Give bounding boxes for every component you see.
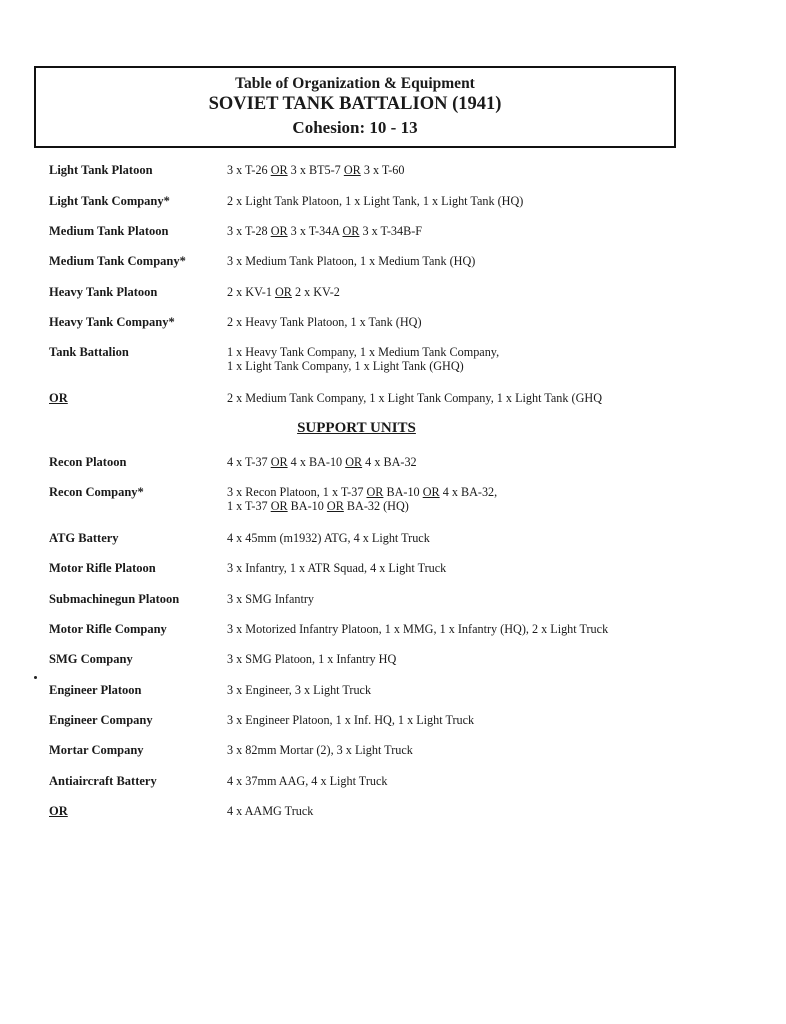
unit-composition <box>227 713 474 727</box>
composition-text: 3 x T-28 <box>227 224 271 238</box>
composition-text: 1 x Light Tank Company, 1 x Light Tank (GHQ) <box>227 359 464 373</box>
composition-text: 4 x T-37 <box>227 455 271 469</box>
composition-text: 2 x Medium Tank Company, 1 x Light Tank Company, 1 x Light Tank (GHQ <box>227 391 602 405</box>
unit-composition <box>227 622 608 636</box>
unit-composition <box>227 224 422 238</box>
composition-line <box>227 683 371 697</box>
or-keyword: OR <box>345 455 363 469</box>
composition-text: 2 x KV-1 <box>227 285 275 299</box>
or-keyword: OR <box>342 224 360 238</box>
unit-composition <box>227 485 497 513</box>
unit-name: Heavy Tank Platoon <box>49 285 158 299</box>
composition-text: 2 x Light Tank Platoon, 1 x Light Tank, 1 x Light Tank (HQ) <box>227 194 524 208</box>
composition-line <box>227 359 499 373</box>
composition-text: 3 x Infantry, 1 x ATR Squad, 4 x Light Truck <box>227 561 447 575</box>
composition-text: 4 x BA-10 <box>287 455 346 469</box>
or-keyword: OR <box>422 485 440 499</box>
composition-text: 3 x Motorized Infantry Platoon, 1 x MMG, 1 x Infantry (HQ), 2 x Light Truck <box>227 622 609 636</box>
header-cohesion: Cohesion: 10 - 13 <box>292 118 418 137</box>
unit-name: OR <box>49 391 68 405</box>
composition-line <box>227 592 314 606</box>
composition-text: 4 x AAMG Truck <box>227 804 314 818</box>
composition-text: 3 x SMG Platoon, 1 x Infantry HQ <box>227 652 397 666</box>
header-subtitle: Table of Organization & Equipment <box>235 75 475 92</box>
unit-name: ATG Battery <box>49 531 119 545</box>
composition-line <box>227 499 497 513</box>
unit-name: Antiaircraft Battery <box>49 774 157 788</box>
or-keyword: OR <box>274 285 292 299</box>
unit-name: Light Tank Company* <box>49 194 170 208</box>
composition-text: 3 x T-34A <box>287 224 343 238</box>
composition-text: 3 x Engineer, 3 x Light Truck <box>227 683 372 697</box>
composition-text: 1 x T-37 <box>227 499 271 513</box>
support-units-heading: SUPPORT UNITS <box>297 420 416 436</box>
unit-name: OR <box>49 804 68 818</box>
composition-text: 1 x Heavy Tank Company, 1 x Medium Tank Company, <box>227 345 500 359</box>
composition-line <box>227 774 387 788</box>
composition-text: 3 x T-26 <box>227 163 271 177</box>
unit-composition <box>227 652 396 666</box>
unit-composition <box>227 592 314 606</box>
unit-composition <box>227 455 417 469</box>
unit-composition <box>227 391 602 405</box>
composition-text: BA-10 <box>383 485 423 499</box>
composition-text: 4 x BA-32, <box>439 485 498 499</box>
composition-text: 3 x T-34B-F <box>359 224 423 238</box>
composition-text: 3 x 82mm Mortar (2), 3 x Light Truck <box>227 743 413 757</box>
or-keyword: OR <box>270 163 288 177</box>
or-keyword: OR <box>270 224 288 238</box>
composition-text: 3 x Medium Tank Platoon, 1 x Medium Tank (HQ) <box>227 254 476 268</box>
header-title: SOVIET TANK BATTALION (1941) <box>208 94 502 114</box>
unit-name: Light Tank Platoon <box>49 163 153 177</box>
scan-speck <box>34 676 37 679</box>
composition-line <box>227 804 313 818</box>
composition-text: 2 x KV-2 <box>291 285 340 299</box>
composition-line <box>227 285 340 299</box>
unit-composition <box>227 194 523 208</box>
unit-composition <box>227 531 430 545</box>
unit-name: Recon Company* <box>49 485 144 499</box>
composition-line <box>227 713 474 727</box>
composition-line <box>227 315 422 329</box>
composition-line <box>227 163 404 177</box>
or-keyword: OR <box>270 499 288 513</box>
composition-line <box>227 345 499 359</box>
unit-name: Submachinegun Platoon <box>49 592 180 606</box>
composition-line <box>227 224 422 238</box>
unit-composition <box>227 561 446 575</box>
unit-name: SMG Company <box>49 652 133 666</box>
composition-line <box>227 455 417 469</box>
unit-composition <box>227 804 313 818</box>
composition-line <box>227 485 497 499</box>
composition-line <box>227 194 523 208</box>
composition-line <box>227 391 602 405</box>
or-keyword: OR <box>326 499 344 513</box>
composition-text: 3 x Engineer Platoon, 1 x Inf. HQ, 1 x Light Truck <box>227 713 475 727</box>
unit-name: Motor Rifle Company <box>49 622 167 636</box>
unit-name: Recon Platoon <box>49 455 127 469</box>
composition-text: BA-32 (HQ) <box>343 499 409 513</box>
unit-composition <box>227 285 340 299</box>
unit-name: Mortar Company <box>49 743 144 757</box>
unit-composition <box>227 683 371 697</box>
composition-text: 4 x 45mm (m1932) ATG, 4 x Light Truck <box>227 531 430 545</box>
composition-text: 3 x Recon Platoon, 1 x T-37 <box>227 485 367 499</box>
or-keyword: OR <box>343 163 361 177</box>
composition-text: 3 x T-60 <box>360 163 405 177</box>
or-keyword: OR <box>366 485 384 499</box>
composition-line <box>227 254 475 268</box>
unit-composition <box>227 743 413 757</box>
unit-composition <box>227 163 404 177</box>
composition-line <box>227 652 396 666</box>
or-keyword: OR <box>270 455 288 469</box>
composition-text: 4 x BA-32 <box>362 455 417 469</box>
composition-line <box>227 743 413 757</box>
unit-name: Motor Rifle Platoon <box>49 561 156 575</box>
composition-text: 4 x 37mm AAG, 4 x Light Truck <box>227 774 388 788</box>
unit-composition <box>227 315 422 329</box>
composition-line <box>227 561 446 575</box>
composition-text: 3 x BT5-7 <box>287 163 344 177</box>
composition-line <box>227 531 430 545</box>
unit-composition <box>227 254 475 268</box>
composition-text: 3 x SMG Infantry <box>227 592 314 606</box>
unit-name: Engineer Company <box>49 713 153 727</box>
composition-line <box>227 622 608 636</box>
unit-name: Engineer Platoon <box>49 683 142 697</box>
composition-text: 2 x Heavy Tank Platoon, 1 x Tank (HQ) <box>227 315 422 329</box>
composition-text: BA-10 <box>287 499 327 513</box>
unit-name: Heavy Tank Company* <box>49 315 175 329</box>
unit-name: Medium Tank Company* <box>49 254 186 268</box>
unit-composition <box>227 774 387 788</box>
unit-name: Medium Tank Platoon <box>49 224 169 238</box>
header-box <box>34 66 676 148</box>
unit-name: Tank Battalion <box>49 345 129 359</box>
unit-composition <box>227 345 499 373</box>
